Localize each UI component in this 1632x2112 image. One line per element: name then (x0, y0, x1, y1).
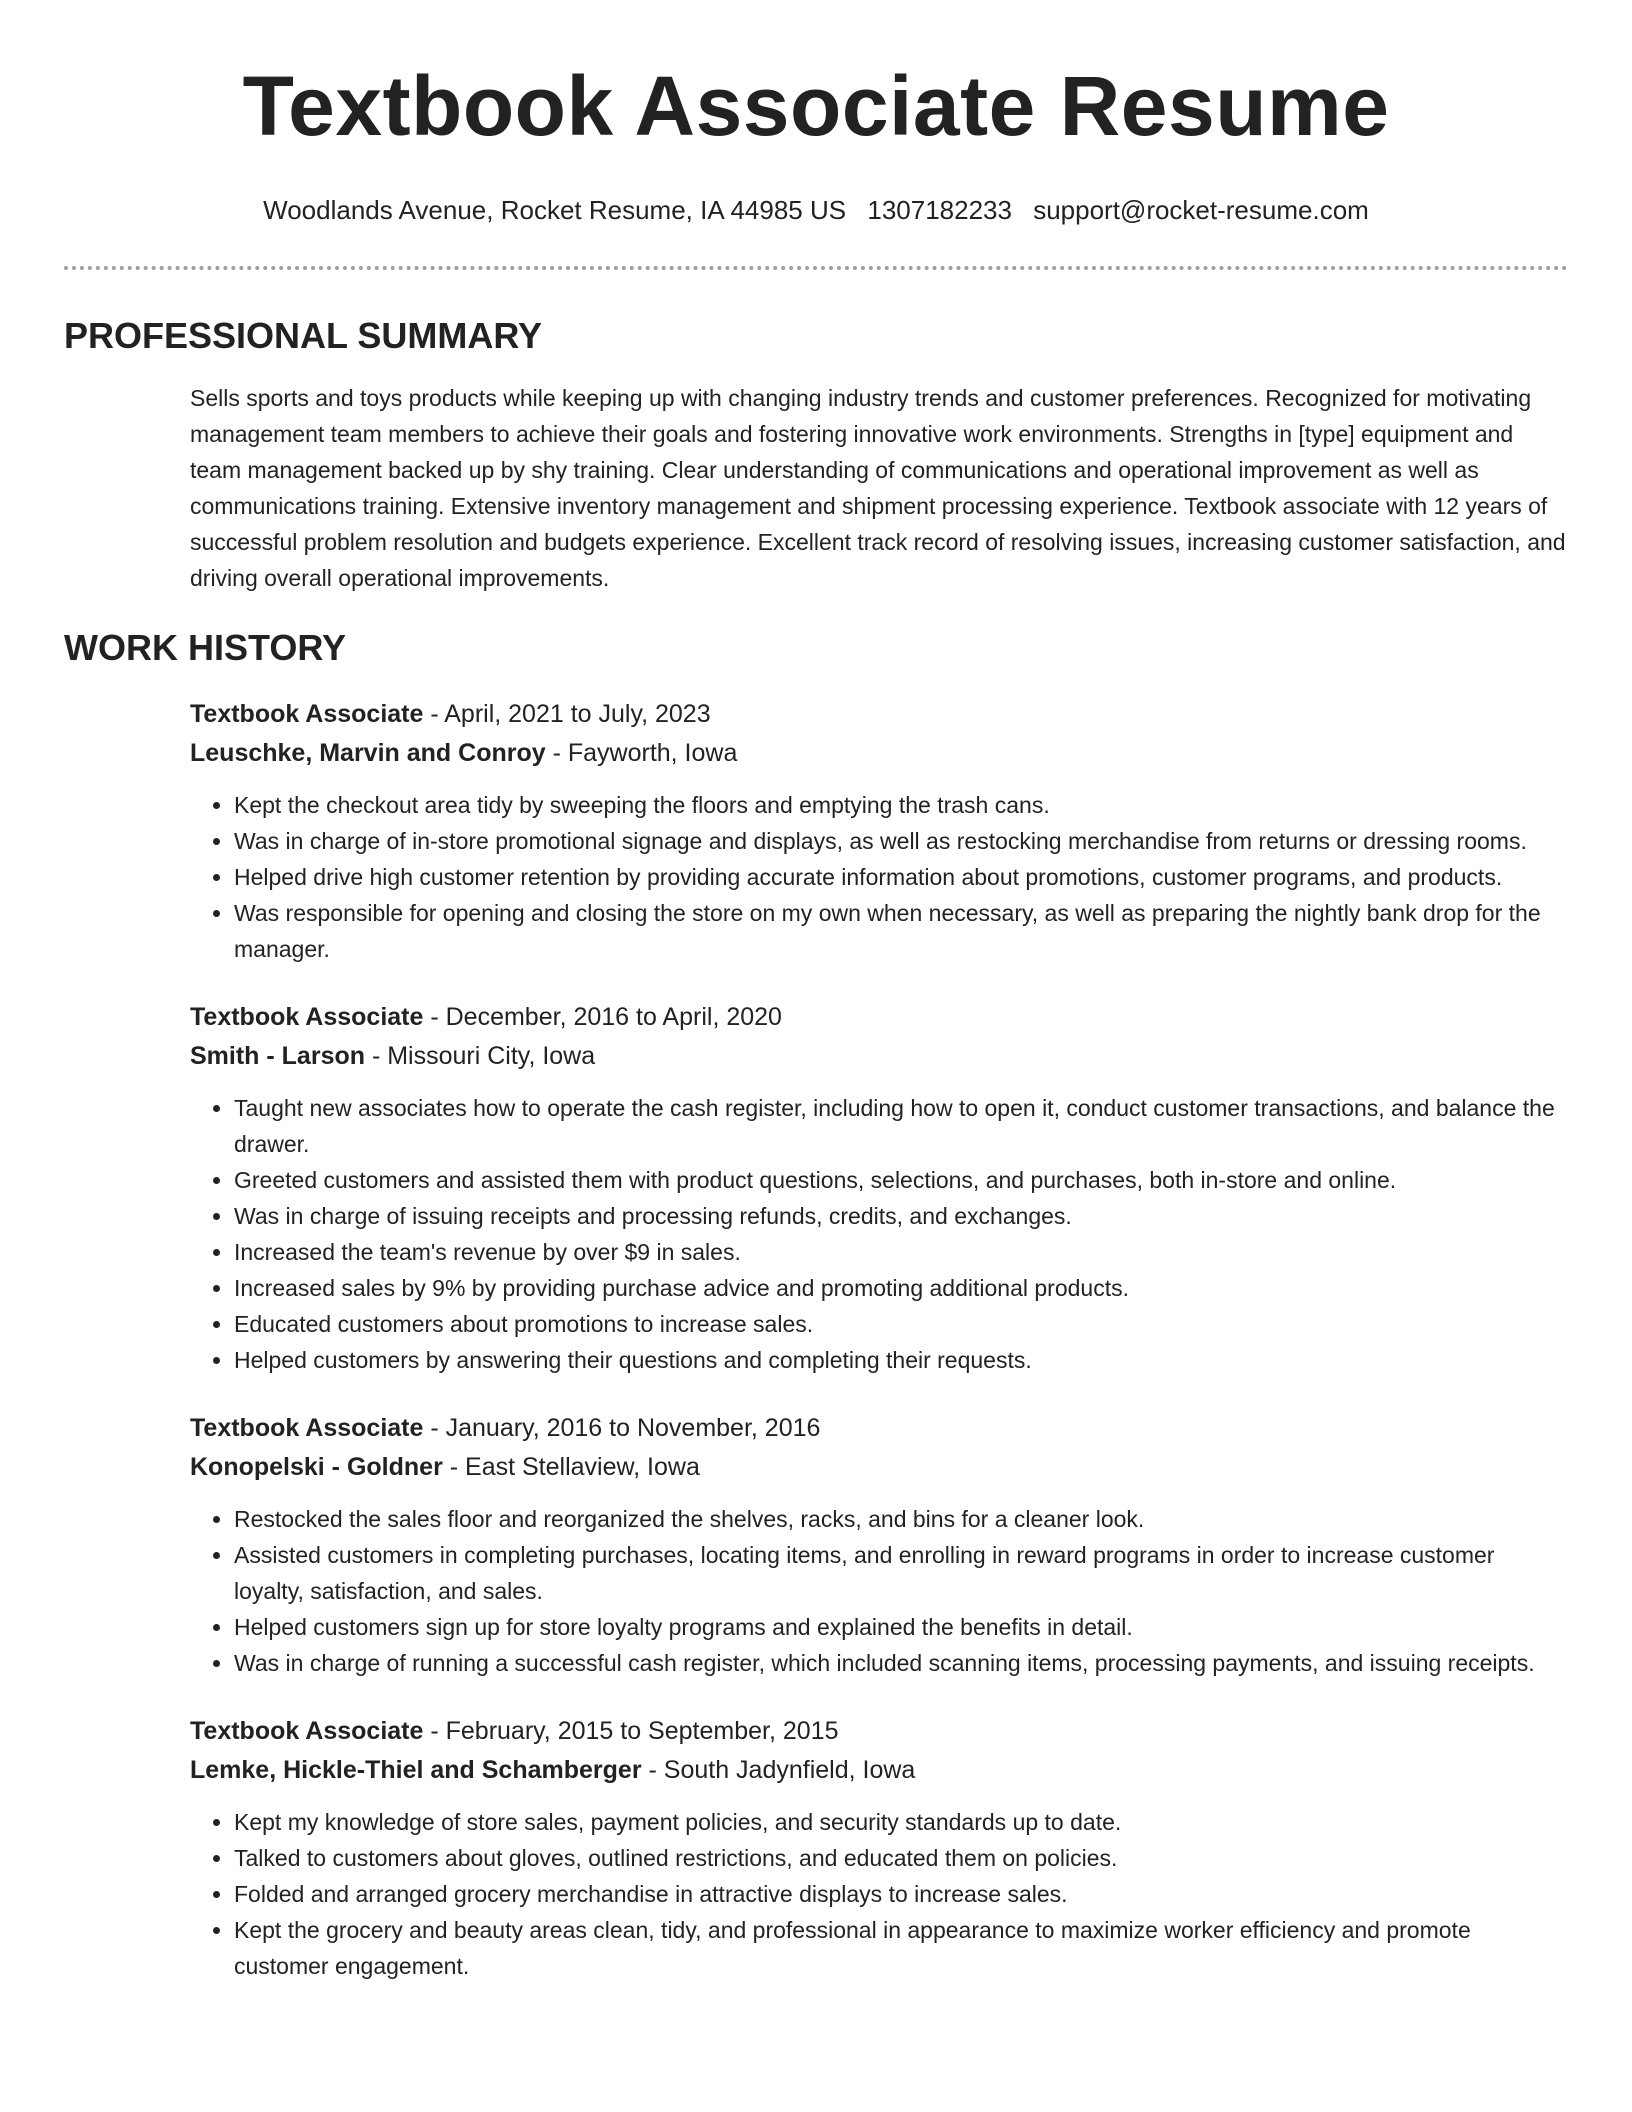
job-bullet: • Folded and arranged grocery merchandise in attractive displays to increase sales. (234, 1876, 1568, 1912)
work-history-heading: WORK HISTORY (64, 627, 347, 668)
job-bullet: • Kept the grocery and beauty areas clean, tidy, and professional in appearance to maximize worker efficiency and promote customer engagement. (234, 1912, 1568, 1984)
job-bullet: • Was in charge of issuing receipts and processing refunds, credits, and exchanges. (234, 1198, 1568, 1234)
contact-line (64, 194, 1568, 226)
job-bullets (190, 787, 1568, 967)
job-bullet: • Restocked the sales floor and reorganized the shelves, racks, and bins for a cleaner look. (234, 1501, 1568, 1537)
job-company: Lemke, Hickle-Thiel and Schamberger (190, 1756, 642, 1784)
job-bullet: • Educated customers about promotions to increase sales. (234, 1306, 1568, 1342)
job-company-line (190, 735, 1568, 771)
job-company-line (190, 1449, 1568, 1485)
job-entry (190, 1713, 1568, 1984)
job-location: - South Jadynfield, Iowa (641, 1756, 916, 1784)
job-dates: - April, 2021 to July, 2023 (423, 700, 711, 728)
job-title-line (190, 999, 1568, 1035)
job-bullet: • Increased the team's revenue by over $9 in sales. (234, 1234, 1568, 1270)
resume-title: Textbook Associate Resume (242, 59, 1390, 153)
job-title: Textbook Associate (190, 1414, 424, 1442)
job-bullets (190, 1501, 1568, 1681)
job-title: Textbook Associate (190, 1717, 424, 1745)
job-location: - Missouri City, Iowa (365, 1042, 596, 1070)
job-title-line (190, 696, 1568, 732)
job-location: - Fayworth, Iowa (545, 739, 738, 767)
job-bullet: • Kept the checkout area tidy by sweeping the floors and emptying the trash cans. (234, 787, 1568, 823)
job-dates: - January, 2016 to November, 2016 (423, 1414, 821, 1442)
job-company: Leuschke, Marvin and Conroy (190, 739, 546, 767)
job-bullet: • Kept my knowledge of store sales, payment policies, and security standards up to date. (234, 1804, 1568, 1840)
job-title-line (190, 1410, 1568, 1446)
job-bullet: • Greeted customers and assisted them with product questions, selections, and purchases, both in-store and online. (234, 1162, 1568, 1198)
job-title: Textbook Associate (190, 1003, 424, 1031)
job-company: Konopelski - Goldner (190, 1453, 443, 1481)
summary-text: Sells sports and toys products while keeping up with changing industry trends and customer preferences. Recognized for motivating management team members to achieve their goals and fostering innovative work environments. Strengths in [type] equipment and team management backed up by shy training. Clear understanding of communications and operational improvement as well as communications training. Extensive inventory management and shipment processing experience. Textbook associate with 12 years of successful problem resolution and budgets experience. Excellent track record of resolving issues, increasing customer satisfaction, and driving overall operational improvements. (190, 385, 1566, 591)
job-entry (190, 696, 1568, 967)
job-bullet: • Assisted customers in completing purchases, locating items, and enrolling in reward programs in order to increase customer loyalty, satisfaction, and sales. (234, 1537, 1568, 1609)
job-company-line (190, 1752, 1568, 1788)
job-bullet: • Was in charge of in-store promotional signage and displays, as well as restocking merchandise from returns or dressing rooms. (234, 823, 1568, 859)
job-bullet: • Was responsible for opening and closing the store on my own when necessary, as well as preparing the nightly bank drop for the manager. (234, 895, 1568, 967)
job-bullet: • Was in charge of running a successful cash register, which included scanning items, processing payments, and issuing receipts. (234, 1645, 1568, 1681)
job-title: Textbook Associate (190, 700, 424, 728)
job-entry (190, 999, 1568, 1378)
job-bullet: • Helped drive high customer retention by providing accurate information about promotions, customer programs, and products. (234, 859, 1568, 895)
job-title-line (190, 1713, 1568, 1749)
job-bullet: • Talked to customers about gloves, outlined restrictions, and educated them on policies. (234, 1840, 1568, 1876)
job-company-line (190, 1038, 1568, 1074)
contact-phone: 1307182233 (867, 195, 1012, 225)
summary-heading: PROFESSIONAL SUMMARY (64, 315, 543, 356)
job-bullet: • Increased sales by 9% by providing purchase advice and promoting additional products. (234, 1270, 1568, 1306)
contact-email: support@rocket-resume.com (1033, 195, 1369, 225)
header-divider (64, 266, 1568, 270)
job-bullets (190, 1090, 1568, 1378)
job-company: Smith - Larson (190, 1042, 366, 1070)
job-bullet: • Helped customers by answering their questions and completing their requests. (234, 1342, 1568, 1378)
job-entry (190, 1410, 1568, 1681)
job-bullets (190, 1804, 1568, 1984)
job-dates: - February, 2015 to September, 2015 (423, 1717, 839, 1745)
job-bullet: • Helped customers sign up for store loyalty programs and explained the benefits in detail. (234, 1609, 1568, 1645)
contact-address: Woodlands Avenue, Rocket Resume, IA 44985 US (263, 195, 847, 225)
job-dates: - December, 2016 to April, 2020 (423, 1003, 782, 1031)
job-bullet: • Taught new associates how to operate the cash register, including how to open it, conduct customer transactions, and balance the drawer. (234, 1090, 1568, 1162)
job-location: - East Stellaview, Iowa (442, 1453, 700, 1481)
